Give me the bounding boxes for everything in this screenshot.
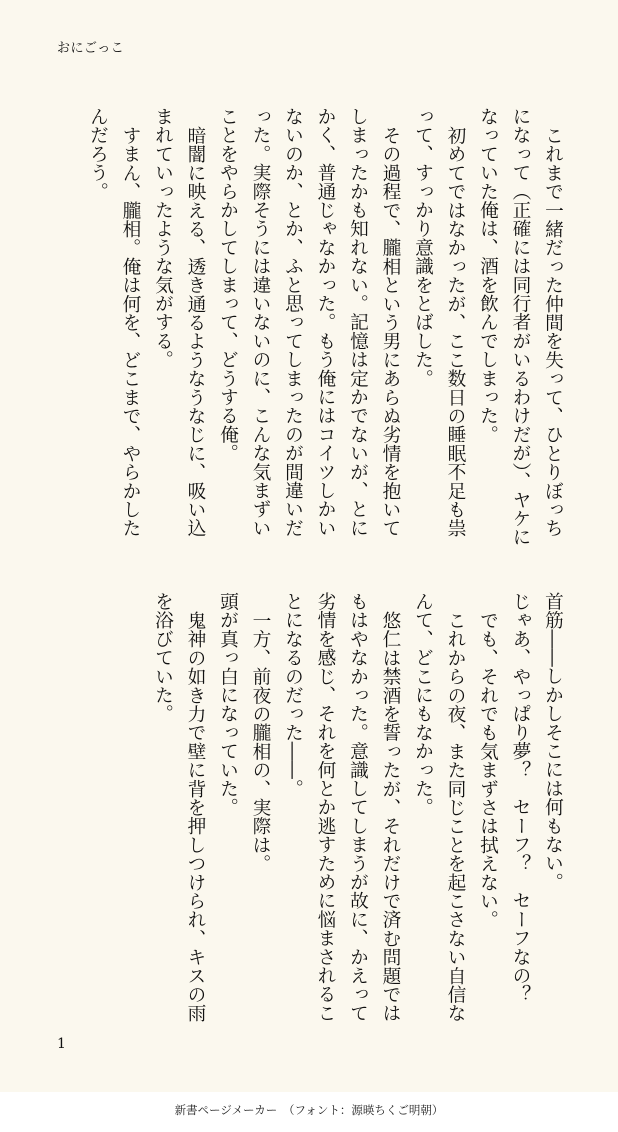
paragraph: その過程で、朧相という男にあらぬ劣情を抱いてしまったかも知れない。記憶は定かでないが、とにかく、普通じゃなかった。もう俺にはコイツしかいないのか、とか、ふと思ってしまったのが間違いだった。実際そうには違いないのに、こんな気まずいことをやらかしてしまって、どうする俺。 <box>217 107 401 538</box>
paragraph: 一方、前夜の朧相の、実際は。 <box>249 610 271 873</box>
chapter-title: おにごっこ <box>57 41 125 56</box>
paragraph: 悠仁は禁酒を誓ったが、それだけで済む問題ではもはやなかった。意識してしまうが故に、かえって劣情を感じ、それを何とか逃すために悩まされることになるのだった――。 <box>282 592 401 1023</box>
page-number: 1 <box>57 1036 66 1052</box>
paragraph: これからの夜、また同じことを起こさない自信なんて、どこにもなかった。 <box>412 592 466 1023</box>
upper-text-block <box>81 107 569 552</box>
paragraph: すまん、朧相。俺は何を、どこまで、やらかしたんだろう。 <box>87 107 141 538</box>
paragraph: 首筋――しかしそこには何もない。 <box>542 592 563 892</box>
lower-text-block <box>146 592 569 1037</box>
paragraph: 鬼神の如き力で壁に背を押しつけられ、キスの雨を浴びていた。 <box>152 592 206 1023</box>
paragraph: 初めてではなかったが、ここ数日の睡眠不足も祟って、すっかり意識をとばした。 <box>412 107 466 538</box>
paragraph: 頭が真っ白になっていた。 <box>217 592 238 817</box>
paragraph: これまで一緒だった仲間を失って、ひとりぼっちになって（正確には同行者がいるわけだが）、ヤケになっていた俺は、酒を飲んでしまった。 <box>477 107 563 547</box>
footer-credit: 新書ページメーカー （フォント：源暎ちくご明朝） <box>174 1103 444 1117</box>
paragraph: じゃあ、やっぱり夢？ セーフ？ セーフなの？ <box>509 592 531 1004</box>
paragraph: でも、それでも気まずさは拭えない。 <box>477 610 498 929</box>
paragraph: 暗闇に映える、透き通るようなうなじに、吸い込まれていったような気がする。 <box>152 107 206 538</box>
